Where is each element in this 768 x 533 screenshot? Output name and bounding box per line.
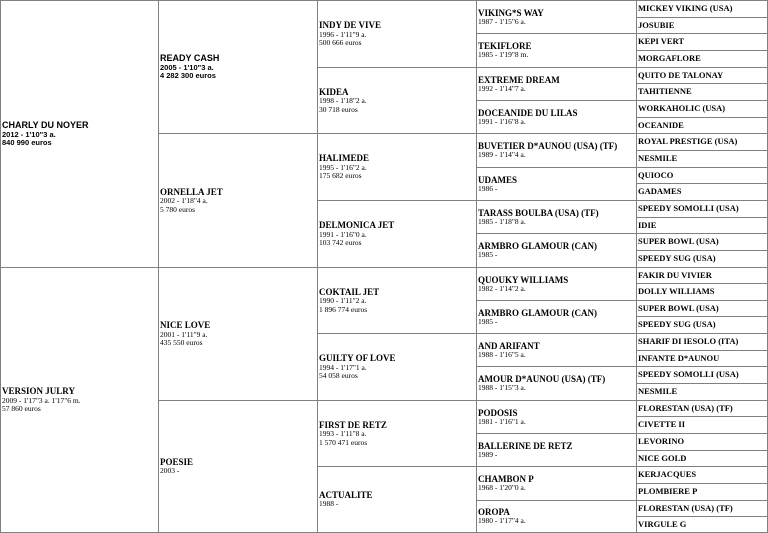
horse-name: TEKIFLORE <box>478 41 532 52</box>
horse-record: 1993 - 1'11"8 a. <box>319 429 367 439</box>
horse-cell-g5-2 <box>636 17 768 34</box>
horse-name: DOCEANIDE DU LILAS <box>478 107 578 118</box>
horse-name: KIDEA <box>319 86 349 97</box>
horse-cell-g5-22 <box>636 350 768 367</box>
horse-record: 1985 - 1'18"8 a. <box>478 216 526 226</box>
horse-cell-g5-25 <box>636 400 768 417</box>
horse-cell-g5-12 <box>636 183 768 201</box>
horse-name: KERJACQUES <box>638 469 697 480</box>
horse-cell-g4-11 <box>476 333 637 367</box>
horse-cell-g5-24 <box>636 383 768 401</box>
horse-name: CIVETTE II <box>638 419 686 430</box>
horse-name: ORNELLA JET <box>160 186 223 197</box>
horse-record: 2001 - 1'11"9 a. <box>160 329 208 339</box>
horse-name: SUPER BOWL (USA) <box>638 302 719 313</box>
horse-cell-g4-10 <box>476 300 637 334</box>
horse-name: FAKIR DU VIVIER <box>638 269 712 280</box>
horse-record: 1988 - 1'16"5 a. <box>478 349 526 359</box>
horse-name: PLOMBIERE P <box>638 486 698 497</box>
horse-cell-g4-9 <box>476 267 637 301</box>
horse-name: CHARLY DU NOYER <box>2 120 89 131</box>
horse-name: BALLERINE DE RETZ <box>478 440 573 451</box>
horse-name: GUILTY OF LOVE <box>319 353 396 364</box>
horse-cell-g5-21 <box>636 333 768 351</box>
horse-name: SPEEDY SOMOLLI (USA) <box>638 369 739 380</box>
horse-cell-g5-9 <box>636 133 768 151</box>
horse-record: 1991 - 1'16"0 a. <box>319 229 367 239</box>
horse-record: 2003 - <box>160 466 180 476</box>
horse-name: QUITO DE TALONAY <box>638 69 724 80</box>
horse-record: 1980 - 1'17"4 a. <box>478 516 526 526</box>
horse-name: CHAMBON P <box>478 474 534 485</box>
horse-record: 2009 - 1'17"3 a. 1'17"6 m. <box>2 395 81 405</box>
horse-record: 1986 - <box>478 183 498 193</box>
horse-name: ARMBRO GLAMOUR (CAN) <box>478 307 597 318</box>
horse-name: VERSION JULRY <box>2 386 75 397</box>
horse-name: NESMILE <box>638 153 678 164</box>
horse-name: AND ARIFANT <box>478 340 540 351</box>
horse-cell-g5-13 <box>636 200 768 218</box>
horse-name: BUVETIER D*AUNOU (USA) (TF) <box>478 141 618 152</box>
horse-cell-g5-20 <box>636 316 768 334</box>
horse-record: 1988 - <box>319 499 339 509</box>
horse-name: TARASS BOULBA (USA) (TF) <box>478 207 599 218</box>
horse-name: SUPER BOWL (USA) <box>638 236 719 247</box>
horse-earnings: 500 666 euros <box>319 38 362 48</box>
horse-cell-g3-3 <box>317 133 477 201</box>
horse-cell-g5-16 <box>636 250 768 268</box>
horse-cell-g3-6 <box>317 333 477 401</box>
horse-cell-g5-18 <box>636 283 768 301</box>
horse-cell-g3-1 <box>317 0 477 68</box>
horse-earnings: 57 860 euros <box>2 404 41 414</box>
horse-cell-g5-17 <box>636 267 768 284</box>
horse-record: 1988 - 1'15"3 a. <box>478 383 526 393</box>
horse-record: 1985 - 1'19"8 m. <box>478 50 529 60</box>
horse-name: MORGAFLORE <box>638 53 701 64</box>
horse-record: 1989 - <box>478 449 498 459</box>
horse-cell-g4-14 <box>476 433 637 467</box>
horse-cell-g4-7 <box>476 200 637 234</box>
horse-earnings: 840 990 euros <box>2 138 52 148</box>
horse-name: ROYAL PRESTIGE (USA) <box>638 136 738 147</box>
horse-name: DELMONICA JET <box>319 220 395 231</box>
horse-cell-g5-14 <box>636 217 768 234</box>
horse-cell-g4-12 <box>476 366 637 401</box>
horse-cell-g4-15 <box>476 466 637 501</box>
horse-name: MICKEY VIKING (USA) <box>638 3 733 14</box>
horse-name: ACTUALITE <box>319 490 373 501</box>
horse-cell-g3-2 <box>317 67 477 134</box>
horse-name: SPEEDY SOMOLLI (USA) <box>638 203 739 214</box>
horse-cell-g5-10 <box>636 150 768 168</box>
horse-record: 1998 - 1'18"2 a. <box>319 96 367 106</box>
horse-name: READY CASH <box>160 53 220 64</box>
horse-name: INDY DE VIVE <box>319 20 382 31</box>
horse-record: 2002 - 1'18"4 a. <box>160 196 208 206</box>
horse-cell-g5-15 <box>636 233 768 251</box>
horse-name: AMOUR D*AUNOU (USA) (TF) <box>478 374 606 385</box>
horse-cell-g4-4 <box>476 100 637 134</box>
horse-cell-g5-11 <box>636 167 768 184</box>
horse-cell-g5-29 <box>636 466 768 484</box>
horse-earnings: 1 896 774 euros <box>319 304 368 314</box>
horse-name: COKTAIL JET <box>319 286 380 297</box>
horse-cell-g4-16 <box>476 500 637 533</box>
horse-record: 1968 - 1'20"0 a. <box>478 483 526 493</box>
horse-cell-g5-5 <box>636 67 768 84</box>
horse-name: ARMBRO GLAMOUR (CAN) <box>478 241 597 252</box>
horse-cell-g5-26 <box>636 416 768 434</box>
horse-cell-g5-4 <box>636 50 768 68</box>
horse-cell-g5-28 <box>636 450 768 467</box>
horse-name: QUIOCO <box>638 169 674 180</box>
horse-name: GADAMES <box>638 186 682 197</box>
horse-name: VIRGULE G <box>638 518 687 529</box>
horse-cell-g5-7 <box>636 100 768 118</box>
horse-name: KEPI VERT <box>638 36 685 47</box>
horse-cell-g5-31 <box>636 500 768 517</box>
horse-cell-g4-2 <box>476 33 637 68</box>
horse-name: SHARIF DI IESOLO (ITA) <box>638 336 739 347</box>
horse-cell-g2-4 <box>158 400 318 533</box>
horse-name: NICE LOVE <box>160 320 211 331</box>
horse-cell-g2-1 <box>158 0 318 134</box>
horse-cell-g4-1 <box>476 0 637 34</box>
horse-name: VIKING*S WAY <box>478 7 544 18</box>
horse-cell-g1-2 <box>0 267 159 533</box>
horse-cell-g2-2 <box>158 133 318 268</box>
horse-earnings: 1 570 471 euros <box>319 437 368 447</box>
horse-cell-g1-1 <box>0 0 159 268</box>
horse-earnings: 54 058 euros <box>319 371 358 381</box>
horse-earnings: 4 282 300 euros <box>160 71 216 81</box>
horse-record: 1990 - 1'11"2 a. <box>319 296 367 306</box>
horse-record: 1992 - 1'14"7 a. <box>478 83 526 93</box>
horse-cell-g3-4 <box>317 200 477 268</box>
horse-name: OROPA <box>478 507 510 518</box>
horse-record: 1981 - 1'16"1 a. <box>478 416 526 426</box>
horse-name: INFANTE D*AUNOU <box>638 352 720 363</box>
horse-cell-g5-8 <box>636 117 768 134</box>
horse-cell-g4-6 <box>476 167 637 201</box>
horse-name: HALIMEDE <box>319 153 370 164</box>
horse-earnings: 30 718 euros <box>319 104 358 114</box>
horse-cell-g5-32 <box>636 516 768 533</box>
horse-name: QUOUKY WILLIAMS <box>478 274 569 285</box>
horse-name: WORKAHOLIC (USA) <box>638 103 726 114</box>
horse-cell-g5-23 <box>636 366 768 384</box>
horse-name: UDAMES <box>478 174 518 185</box>
horse-cell-g4-13 <box>476 400 637 434</box>
horse-name: FLORESTAN (USA) (TF) <box>638 502 733 513</box>
horse-cell-g2-3 <box>158 267 318 401</box>
horse-cell-g3-7 <box>317 400 477 467</box>
horse-cell-g3-8 <box>317 466 477 533</box>
horse-name: FLORESTAN (USA) (TF) <box>638 402 733 413</box>
horse-name: EXTREME DREAM <box>478 74 560 85</box>
horse-record: 1991 - 1'16"8 a. <box>478 116 526 126</box>
horse-earnings: 435 550 euros <box>160 338 203 348</box>
horse-earnings: 5 780 euros <box>160 204 195 214</box>
horse-cell-g5-27 <box>636 433 768 451</box>
horse-name: FIRST DE RETZ <box>319 419 387 430</box>
horse-cell-g4-3 <box>476 67 637 101</box>
horse-record: 2005 - 1'10"3 a. <box>160 62 214 72</box>
horse-cell-g5-6 <box>636 83 768 101</box>
horse-earnings: 103 742 euros <box>319 238 362 248</box>
horse-cell-g4-5 <box>476 133 637 168</box>
horse-name: OCEANIDE <box>638 119 684 130</box>
horse-record: 1982 - 1'14"2 a. <box>478 283 526 293</box>
horse-cell-g5-19 <box>636 300 768 317</box>
horse-name: NESMILE <box>638 386 678 397</box>
horse-name: JOSUBIE <box>638 19 675 30</box>
horse-cell-g5-1 <box>636 0 768 18</box>
horse-name: LEVORINO <box>638 436 685 447</box>
horse-earnings: 175 682 euros <box>319 171 362 181</box>
horse-name: PODOSIS <box>478 407 518 418</box>
horse-record: 1985 - <box>478 250 498 260</box>
horse-name: DOLLY WILLIAMS <box>638 286 715 297</box>
horse-name: TAHITIENNE <box>638 86 692 97</box>
horse-name: NICE GOLD <box>638 452 687 463</box>
horse-record: 1995 - 1'16"2 a. <box>319 162 367 172</box>
horse-cell-g5-3 <box>636 33 768 51</box>
horse-cell-g4-8 <box>476 233 637 268</box>
horse-record: 1985 - <box>478 316 498 326</box>
horse-record: 2012 - 1'10"3 a. <box>2 129 56 139</box>
horse-name: IDIE <box>638 219 657 230</box>
horse-record: 1989 - 1'14"4 a. <box>478 150 526 160</box>
horse-cell-g3-5 <box>317 267 477 334</box>
horse-record: 1994 - 1'17"1 a. <box>319 362 367 372</box>
horse-name: SPEEDY SUG (USA) <box>638 253 716 264</box>
horse-name: SPEEDY SUG (USA) <box>638 319 716 330</box>
horse-record: 1996 - 1'11"9 a. <box>319 29 367 39</box>
horse-name: POESIE <box>160 457 194 468</box>
horse-record: 1987 - 1'15"6 a. <box>478 16 526 26</box>
horse-cell-g5-30 <box>636 483 768 501</box>
